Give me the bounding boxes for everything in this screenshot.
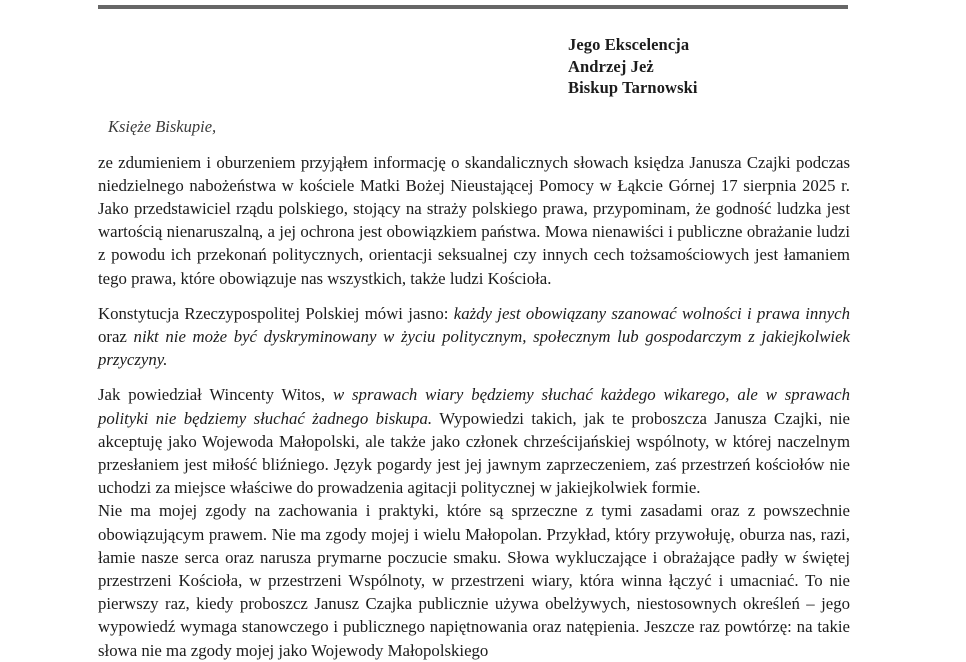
- paragraph-3-lead: Jak powiedział Wincenty Witos,: [98, 385, 326, 405]
- paragraph-3-quote: w sprawach wiary będziemy słuchać każdego wikarego, ale w sprawach polityki nie będziemy słuchać żadnego biskupa.: [98, 385, 851, 428]
- paragraph-4-clip: [98, 499, 850, 661]
- paragraph-2-quote-b: nikt nie może być dyskryminowany w życiu politycznym, społecznym lub gospodarczym z jakiejkolwiek przyczyny.: [98, 326, 850, 370]
- paragraph-2-mid: oraz: [98, 326, 127, 346]
- addressee-line-2: Andrzej Jeż: [568, 56, 654, 76]
- paragraph-3-rest: Wypowiedzi takich, jak te proboszcza Janusza Czajki, nie akceptuję jako Wojewoda Małopolski, ale także jako członek chrześcijańskiej wspólnoty, w której naczelnym przesłaniem jest miłość bliźniego. Język pogardy jest jej jawnym zaprzeczeniem, zaś przestrzeń kościołów nie uchodzi za miejsce właściwe do prowadzenia agitacji politycznej w jakiejkolwiek formie.: [98, 408, 850, 498]
- paragraph-1: ze zdumieniem i oburzeniem przyjąłem informację o skandalicznych słowach księdza Janusza Czajki podczas niedzielnego nabożeństwa w kościele Matki Bożej Nieustającej Pomocy w Łąkcie Górnej 17 sierpnia 2025 r. Jako przedstawiciel rządu polskiego, stojący na straży polskiego prawa, przypominam, że godność ludzka jest wartością nienaruszalną, a jej ochrona jest obowiązkiem państwa. Mowa nienawiści i publiczne obrażanie ludzi z powodu ich przekonań politycznych, orientacji seksualnej czy innych cech tożsamościowych jest łamaniem tego prawa, które obowiązuje nas wszystkich, także ludzi Kościoła.: [98, 152, 850, 288]
- addressee-line-3: Biskup Tarnowski: [568, 78, 698, 97]
- paragraph-4: Nie ma mojej zgody na zachowania i praktyki, które są sprzeczne z tymi zasadami oraz z powszechnie obowiązującym prawem. Nie ma zgody mojej i wielu Małopolan. Przykład, który przywołuję, oburza nas, razi, łamie nasze serca oraz narusza prymarne poczucie smaku. Słowa wykluczające i obrażające padły w świętej przestrzeni Kościoła, w przestrzeni Wspólnoty, w przestrzeni wiary, która winna łączyć i umacniać. To nie pierwszy raz, kiedy proboszcz Janusz Czajka publicznie używa obelżywych, niestosownych określeń – jego wypowiedź wymaga stanowczego i publicznego napiętnowania oraz natępienia. Jeszcze raz powtórzę: na takie słowa nie ma zgody mojej jako Wojewody Małopolskiego: [98, 501, 850, 660]
- addressee-line-1: Jego Ekscelencja: [568, 35, 690, 54]
- addressee-block: [568, 34, 850, 99]
- paragraph-2: [98, 302, 850, 372]
- paragraph-2-quote-a: każdy jest obowiązany szanować wolności i prawa innych: [448, 303, 850, 323]
- salutation: Księże Biskupie,: [108, 116, 217, 136]
- paragraph-3: [98, 383, 850, 499]
- paragraph-2-lead: Konstytucja Rzeczypospolitej Polskiej mówi jasno:: [98, 303, 449, 323]
- letter-content: [98, 0, 850, 662]
